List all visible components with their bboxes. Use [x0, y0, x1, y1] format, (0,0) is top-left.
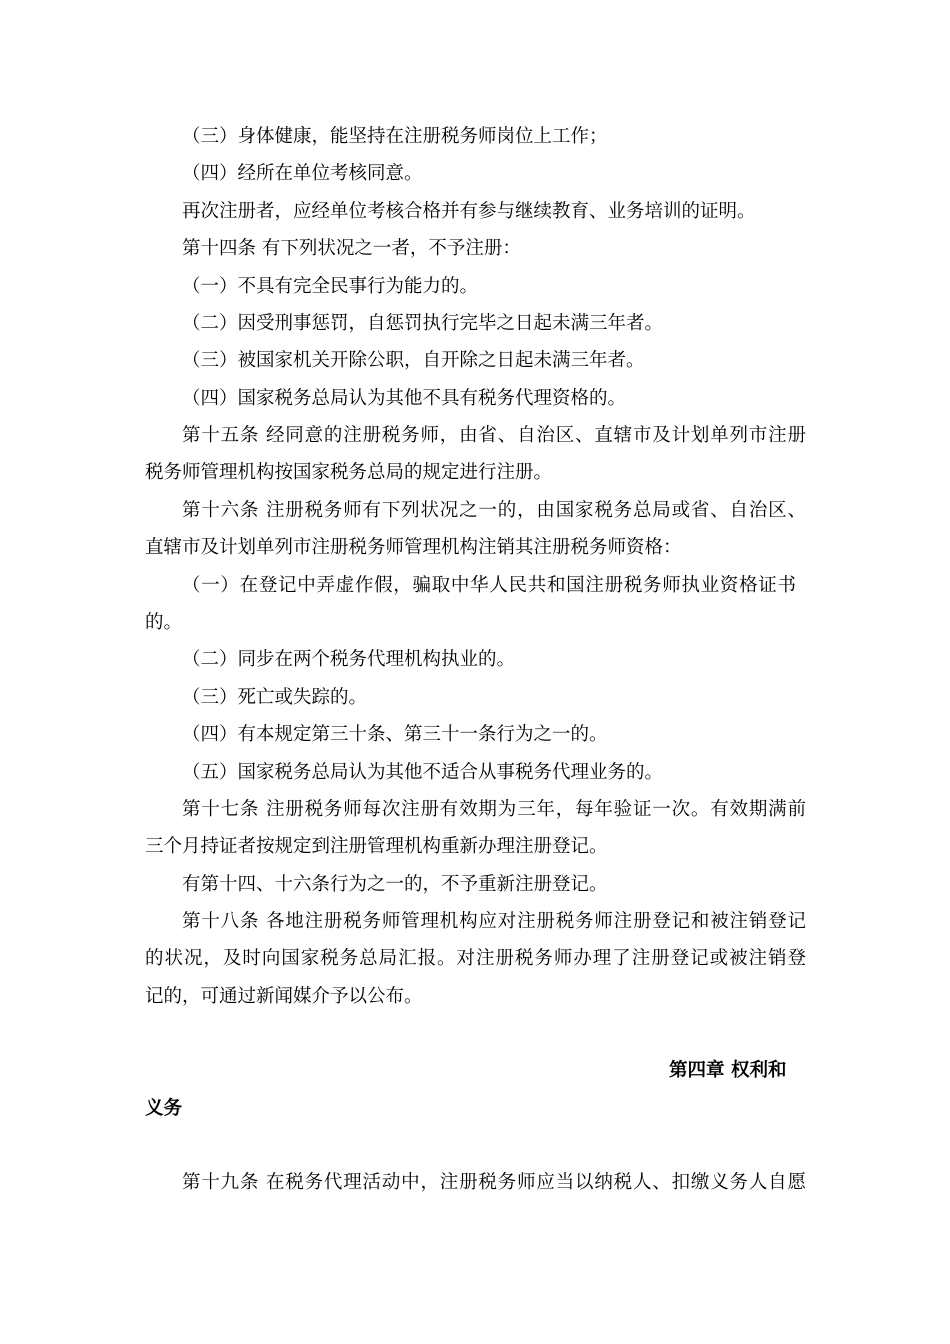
clause-line: （五）国家税务总局认为其他不适合从事税务代理业务的。 [182, 762, 664, 783]
article-continuation-line: 的状况，及时向国家税务总局汇报。对注册税务师办理了注册登记或被注销登 [145, 948, 806, 969]
clause-line: （二）因受刑事惩罚，自惩罚执行完毕之日起未满三年者。 [182, 313, 664, 334]
clause-continuation-line: 的。 [145, 612, 183, 633]
article-continuation-line: 税务师管理机构按国家税务总局的规定进行注册。 [145, 462, 553, 483]
article-continuation-line: 直辖市及计划单列市注册税务师管理机构注销其注册税务师资格： [145, 537, 682, 558]
clause-line: （三）被国家机关开除公职，自开除之日起未满三年者。 [182, 350, 645, 371]
article-line: 第十七条 注册税务师每次注册有效期为三年，每年验证一次。有效期满前 [182, 799, 806, 820]
clause-line: （三）死亡或失踪的。 [182, 687, 368, 708]
clause-line: （四）经所在单位考核同意。 [182, 163, 423, 184]
article-continuation-line: 记的，可通过新闻媒介予以公布。 [145, 986, 423, 1007]
clause-line: （四）有本规定第三十条、第三十一条行为之一的。 [182, 724, 608, 745]
clause-line: （一）不具有完全民事行为能力的。 [182, 276, 479, 297]
chapter-heading-continuation: 义务 [145, 1098, 183, 1119]
article-continuation-line: 三个月持证者按规定到注册管理机构重新办理注册登记。 [145, 836, 608, 857]
article-line: 第十四条 有下列状况之一者，不予注册： [182, 238, 521, 259]
chapter-heading: 第四章 权利和 [669, 1060, 787, 1081]
clause-line: （一）在登记中弄虚作假，骗取中华人民共和国注册税务师执业资格证书 [182, 575, 796, 596]
paragraph-line: 有第十四、十六条行为之一的，不予重新注册登记。 [182, 874, 608, 895]
article-line: 第十五条 经同意的注册税务师，由省、自治区、直辖市及计划单列市注册 [182, 425, 806, 446]
paragraph-line: 再次注册者，应经单位考核合格并有参与继续教育、业务培训的证明。 [182, 201, 756, 222]
clause-line: （三）身体健康，能坚持在注册税务师岗位上工作； [182, 126, 608, 147]
clause-line: （二）同步在两个税务代理机构执业的。 [182, 649, 516, 670]
article-line: 第十八条 各地注册税务师管理机构应对注册税务师注册登记和被注销登记 [182, 911, 806, 932]
article-line: 第十六条 注册税务师有下列状况之一的，由国家税务总局或省、自治区、 [182, 500, 806, 521]
clause-line: （四）国家税务总局认为其他不具有税务代理资格的。 [182, 388, 627, 409]
article-line: 第十九条 在税务代理活动中，注册税务师应当以纳税人、扣缴义务人自愿 [182, 1172, 806, 1193]
